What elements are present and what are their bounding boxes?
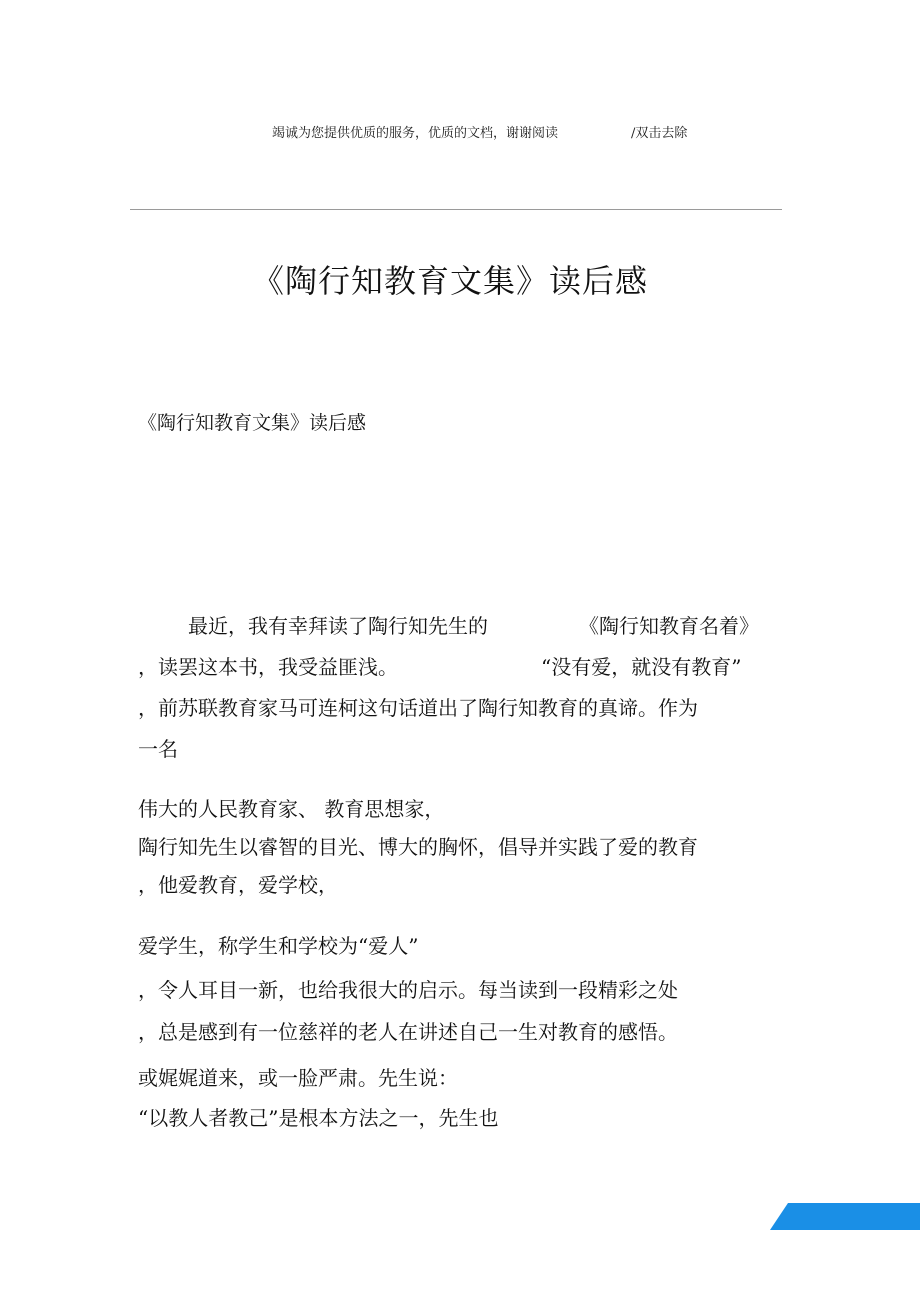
body-line: 或娓娓道来，或一脸严肃。先生说： — [138, 1066, 458, 1090]
document-subtitle: 《陶行知教育文集》读后感 — [138, 412, 367, 434]
header-remove-link[interactable]: /双击去除 — [631, 126, 688, 141]
document-title: 《陶行知教育文集》读后感 — [251, 262, 648, 300]
body-line: “没有爱，就没有教育” — [541, 655, 742, 679]
body-line: 陶行知先生以睿智的目光、博大的胸怀，倡导并实践了爱的教育 — [138, 835, 698, 859]
body-line: ，总是感到有一位慈祥的老人在讲述自己一生对教育的感悟。 — [138, 1020, 678, 1044]
body-line: ，读罢这本书，我受益匪浅。 — [138, 655, 398, 679]
body-line: 爱学生，称学生和学校为“爱人” — [138, 934, 419, 958]
body-line: 最近，我有幸拜读了陶行知先生的 — [188, 614, 488, 638]
body-line: “以教人者教己”是根本方法之一，先生也 — [138, 1106, 499, 1130]
body-line: ，他爱教育，爱学校， — [138, 873, 338, 897]
body-line: 伟大的人民教育家、 教育思想家， — [138, 797, 445, 821]
header-notice: 竭诚为您提供优质的服务，优质的文档，谢谢阅读 — [272, 126, 559, 141]
body-line: ，前苏联教育家马可连柯这句话道出了陶行知教育的真谛。作为 — [138, 696, 698, 720]
body-line: 《陶行知教育名着》 — [579, 614, 759, 638]
corner-accent-tab — [770, 1203, 920, 1230]
body-line: 一名 — [138, 737, 178, 761]
header-divider — [130, 209, 782, 210]
page-header — [0, 122, 920, 144]
body-line: ，令人耳目一新，也给我很大的启示。每当读到一段精彩之处 — [138, 978, 678, 1002]
